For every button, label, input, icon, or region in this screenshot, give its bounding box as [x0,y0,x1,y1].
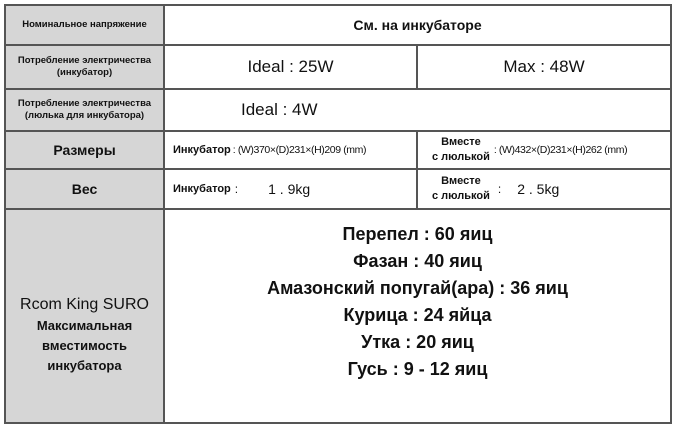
power-incubator-ideal [165,46,416,88]
power-cradle-label [6,90,163,130]
dimensions-label-text: Размеры [53,142,116,158]
capacity-list [165,210,670,422]
weight-incubator [165,170,416,208]
capacity-model: Rcom King SURO [20,296,149,313]
power-incubator-label-line1: Потребление электричества [17,55,152,66]
weight-together-sep: : [497,182,502,196]
voltage-value-text: См. на инкубаторе [353,17,482,33]
power-incubator-ideal-text: Ideal : 25W [247,57,334,76]
power-incubator-max [418,46,670,88]
weight-together-line2: с люлькой [432,190,490,202]
dimensions-together-line2: с люлькой [432,151,490,163]
capacity-item: Фазан : 40 яиц [353,251,482,271]
row-divider [6,44,670,46]
dimensions-together-line1: Вместе [441,136,481,148]
power-cradle-label-line2: (люлька для инкубатора) [24,110,145,121]
power-cradle-ideal [165,90,670,130]
capacity-label [6,210,163,422]
voltage-label-text: Номинальное напряжение [22,19,147,30]
weight-together-line1: Вместе [441,175,481,187]
dimensions-incubator-value: : (W)370×(D)231×(H)209 (mm) [232,144,367,156]
spec-table [4,4,672,424]
capacity-label-line1: Максимальная [36,318,133,333]
row-divider [6,168,670,170]
power-cradle-label-line1: Потребление электричества [17,98,152,109]
dimensions-together-value: : (W)432×(D)231×(H)262 (mm) [493,144,628,156]
weight-incubator-value: 1 . 9kg [268,181,311,197]
weight-label [6,170,163,208]
voltage-value [165,6,670,44]
column-divider [416,132,418,208]
capacity-item: Перепел : 60 яиц [342,224,493,244]
weight-together-label [432,174,490,204]
dimensions-incubator-label: Инкубатор [173,144,231,156]
capacity-item: Утка : 20 яиц [361,332,474,352]
voltage-label [6,6,163,44]
dimensions-label [6,132,163,168]
capacity-label-line2: вместимость [42,338,127,353]
power-incubator-max-text: Max : 48W [503,57,585,76]
row-divider [6,130,670,132]
capacity-label-line3: инкубатора [47,358,122,373]
weight-together [418,170,670,208]
power-incubator-label [6,46,163,88]
capacity-item: Гусь : 9 - 12 яиц [347,359,488,379]
weight-incubator-sep: : [234,182,239,196]
weight-together-value: 2 . 5kg [517,181,560,197]
weight-label-text: Вес [71,181,98,197]
row-divider [6,208,670,210]
dimensions-together [418,132,670,168]
row-divider [6,88,670,90]
dimensions-together-label [432,135,490,165]
capacity-item: Амазонский попугай(ара) : 36 яиц [267,278,568,298]
dimensions-incubator [165,132,416,168]
weight-incubator-label: Инкубатор [173,183,231,195]
column-divider [163,6,165,422]
capacity-item: Курица : 24 яйца [343,305,492,325]
column-divider [416,46,418,88]
power-cradle-ideal-text: Ideal : 4W [241,100,318,119]
power-incubator-label-line2: (инкубатор) [56,67,113,78]
